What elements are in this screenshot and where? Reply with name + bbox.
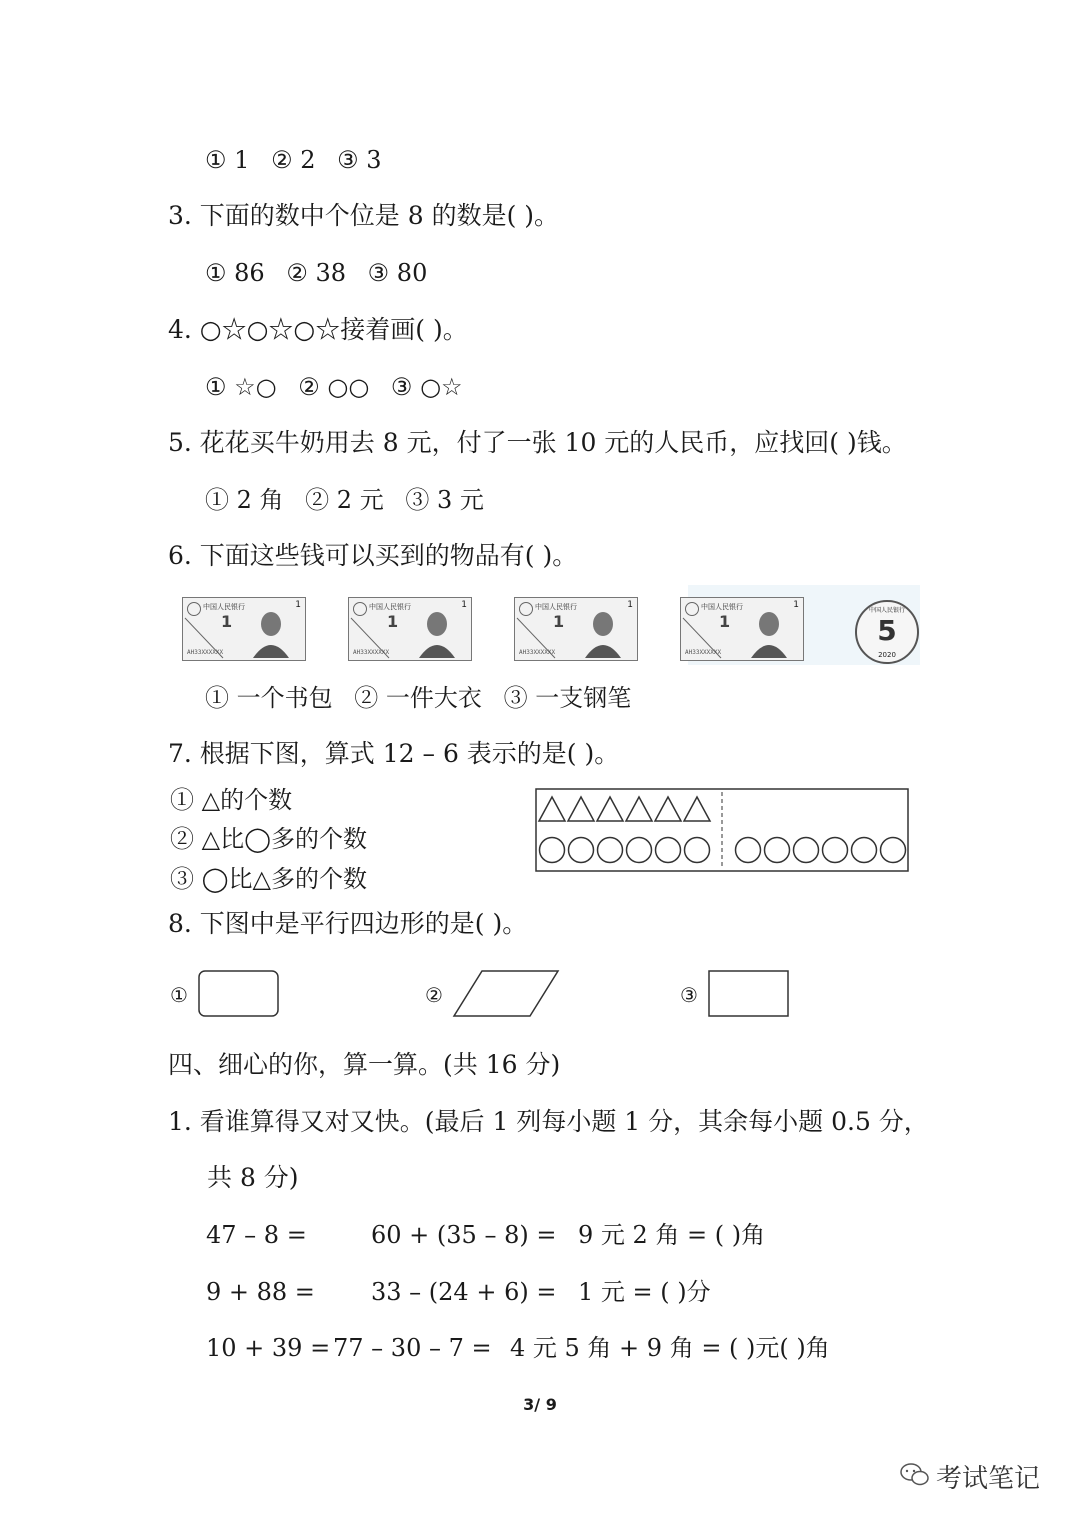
triangle-shape <box>684 797 710 821</box>
circle-shape <box>685 838 710 863</box>
q6-option-1: ① 一个书包 <box>205 684 333 712</box>
q8-label-2: ② <box>425 983 443 1007</box>
calc-r3-c3: 4 元 5 角 + 9 角 = ( )元( )角 <box>510 1334 830 1362</box>
bill-serial: AH33XXXXXX <box>353 649 390 656</box>
bill-bank-name: 中国人民银行 <box>535 603 577 611</box>
q7-stem: 7. 根据下图，算式 12 – 6 表示的是( )。 <box>168 739 620 768</box>
s4q1-stem-line1: 1. 看谁算得又对又快。(最后 1 列每小题 1 分，其余每小题 0.5 分， <box>168 1107 929 1136</box>
circle-row-right <box>736 838 906 863</box>
q5-option-1: ① 2 角 <box>205 486 284 514</box>
coin-year: 2020 <box>878 651 896 659</box>
circle-shape <box>598 838 623 863</box>
q4-options <box>205 372 477 402</box>
circle-shape <box>852 838 877 863</box>
q2-options <box>205 145 396 175</box>
q3-option-1: ① 86 <box>205 259 265 287</box>
calc-r2-c2: 33 – (24 + 6) = <box>371 1278 557 1306</box>
bill-serial: AH33XXXXXX <box>519 649 556 656</box>
q2-option-2: ② 2 <box>271 146 316 174</box>
q6-option-3: ③ 一支钢笔 <box>503 684 632 712</box>
one-yuan-banknote <box>348 597 472 661</box>
q7-figure <box>535 788 909 872</box>
bill-value: 1 <box>719 612 731 631</box>
national-emblem-icon <box>685 602 699 616</box>
q2-option-1: ① 1 <box>205 146 250 174</box>
parallelogram-shape <box>452 970 560 1018</box>
q4-option-2: ② ○○ <box>298 373 370 401</box>
rounded-rectangle-shape <box>198 970 280 1018</box>
circle-shape <box>656 838 681 863</box>
q6-options <box>205 683 645 713</box>
circle-row-left <box>540 838 710 863</box>
circle-shape <box>569 838 594 863</box>
portrait-icon <box>749 606 789 658</box>
q8-label-3: ③ <box>680 983 698 1007</box>
q4-option-3: ③ ○☆ <box>390 373 463 401</box>
portrait-icon <box>417 606 457 658</box>
bill-corner-value: 1 <box>461 600 467 610</box>
triangle-shape <box>539 797 565 821</box>
bill-value: 1 <box>387 612 399 631</box>
bill-bank-name: 中国人民银行 <box>701 603 743 611</box>
q5-option-3: ③ 3 元 <box>405 486 484 514</box>
q3-options <box>205 258 441 288</box>
q7-option-2: ② △比◯多的个数 <box>170 825 367 853</box>
s4q1-stem-line2: 共 8 分) <box>207 1163 299 1192</box>
coin-rim-text: 中国人民银行 <box>868 607 905 614</box>
calc-r1-c3: 9 元 2 角 = ( )角 <box>578 1221 766 1249</box>
circle-shape <box>794 838 819 863</box>
five-jiao-coin <box>855 600 919 664</box>
q2-option-3: ③ 3 <box>337 146 382 174</box>
national-emblem-icon <box>187 602 201 616</box>
q3-option-3: ③ 80 <box>367 259 428 287</box>
q5-options <box>205 485 498 515</box>
portrait-icon <box>583 606 623 658</box>
one-yuan-banknote <box>182 597 306 661</box>
wechat-icon <box>900 1462 930 1488</box>
triangle-shape <box>655 797 681 821</box>
one-yuan-banknote <box>514 597 638 661</box>
q4-stem: 4. ○☆○☆○☆接着画( )。 <box>168 315 468 344</box>
circle-shape <box>881 838 906 863</box>
bill-serial: AH33XXXXXX <box>187 649 224 656</box>
q8-label-1: ① <box>170 983 188 1007</box>
q5-stem: 5. 花花买牛奶用去 8 元，付了一张 10 元的人民币，应找回( )钱。 <box>168 428 907 457</box>
q3-stem: 3. 下面的数中个位是 8 的数是( )。 <box>168 201 560 230</box>
page-number: 3/ 9 <box>523 1395 557 1414</box>
q5-option-2: ② 2 元 <box>305 486 384 514</box>
q6-option-2: ② 一件大衣 <box>354 684 482 712</box>
triangle-row <box>539 797 710 821</box>
q7-option-3: ③ ◯比△多的个数 <box>170 865 367 893</box>
bill-bank-name: 中国人民银行 <box>203 603 245 611</box>
circle-shape <box>765 838 790 863</box>
one-yuan-banknote <box>680 597 804 661</box>
circle-shape <box>627 838 652 863</box>
calc-r1-c1: 47 – 8 = <box>206 1221 307 1249</box>
triangle-shape <box>626 797 652 821</box>
national-emblem-icon <box>519 602 533 616</box>
bill-corner-value: 1 <box>793 600 799 610</box>
calc-r1-c2: 60 + (35 – 8) = <box>371 1221 557 1249</box>
calc-r3-c1: 10 + 39 = <box>206 1334 331 1362</box>
q3-option-2: ② 38 <box>286 259 347 287</box>
bill-value: 1 <box>221 612 233 631</box>
bill-corner-value: 1 <box>295 600 301 610</box>
calc-r2-c3: 1 元 = ( )分 <box>578 1278 711 1306</box>
national-emblem-icon <box>353 602 367 616</box>
triangle-shape <box>597 797 623 821</box>
portrait-icon <box>251 606 291 658</box>
q4-option-1: ① ☆○ <box>205 373 277 401</box>
bill-bank-name: 中国人民银行 <box>369 603 411 611</box>
bill-serial: AH33XXXXXX <box>685 649 722 656</box>
rectangle-shape <box>708 970 790 1018</box>
q8-stem: 8. 下图中是平行四边形的是( )。 <box>168 909 528 938</box>
bill-value: 1 <box>553 612 565 631</box>
section-4-title: 四、细心的你，算一算。(共 16 分) <box>168 1050 561 1079</box>
circle-shape <box>823 838 848 863</box>
circle-shape <box>736 838 761 863</box>
circle-shape <box>540 838 565 863</box>
calc-r2-c1: 9 + 88 = <box>206 1278 315 1306</box>
bill-corner-value: 1 <box>627 600 633 610</box>
triangle-shape <box>568 797 594 821</box>
calc-r3-c2: 77 – 30 – 7 = <box>333 1334 492 1362</box>
coin-value: 5 <box>877 614 897 647</box>
q6-stem: 6. 下面这些钱可以买到的物品有( )。 <box>168 541 578 570</box>
q7-option-1: ① △的个数 <box>170 786 293 814</box>
brand-name: 考试笔记 <box>936 1464 1041 1494</box>
